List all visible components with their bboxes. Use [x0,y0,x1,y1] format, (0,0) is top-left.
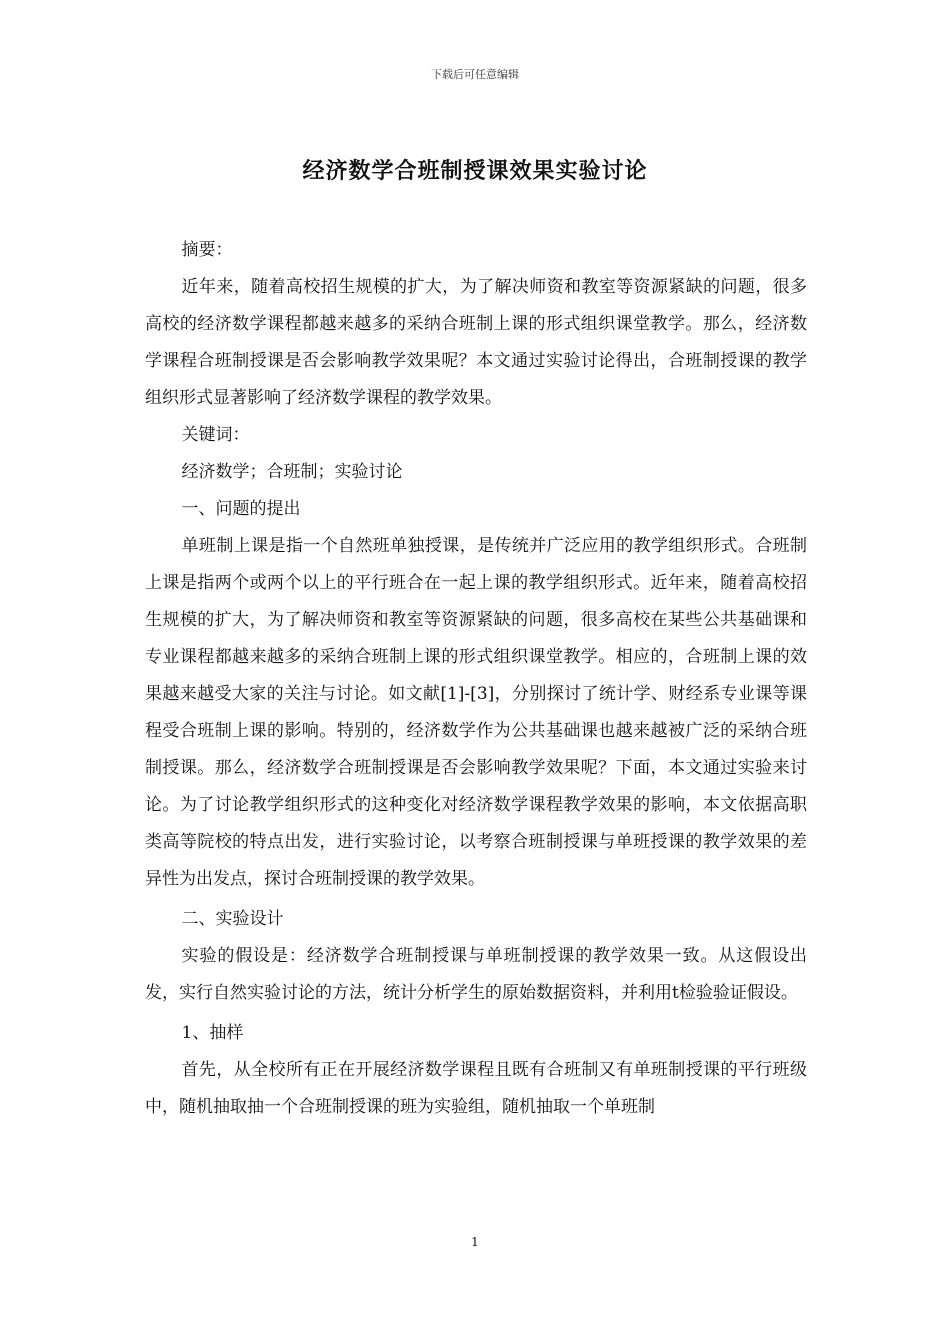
subsection-heading-sampling: 1、抽样 [181,1023,244,1043]
abstract-heading: 摘要： [181,240,233,260]
section-heading-1: 一、问题的提出 [181,499,301,519]
keywords-heading: 关键词： [181,425,250,445]
section-2-paragraph: 实验的假设是：经济数学合班制授课与单班制授课的教学效果一致。从这假设出发，实行自然实验讨论的方法，统计分析学生的原始数据资料，并利用t检验验证假设。 [145,946,807,1003]
document-title: 经济数学合班制授课效果实验讨论 [302,158,648,184]
abstract-paragraph: 近年来，随着高校招生规模的扩大，为了解决师资和教室等资源紧缺的问题，很多高校的经济数学课程都越来越多的采纳合班制上课的形式组织课堂教学。那么，经济数学课程合班制授课是否会影响教学效果呢？本文通过实验讨论得出，合班制授课的教学组织形式显著影响了经济数学课程的教学效果。 [145,277,807,408]
section-1-paragraph: 单班制上课是指一个自然班单独授课，是传统并广泛应用的教学组织形式。合班制上课是指两个或两个以上的平行班合在一起上课的教学组织形式。近年来，随着高校招生规模的扩大，为了解决师资和教室等资源紧缺的问题，很多高校在某些公共基础课和专业课程都越来越多的采纳合班制上课的形式组织课堂教学。相应的，合班制上课的效果越来越受大家的关注与讨论。如文献[1]-[3]，分别探讨了统计学、财经系专业课等课程受合班制上课的影响。特别的，经济数学作为公共基础课也越来越被广泛的采纳合班制授课。那么，经济数学合班制授课是否会影响教学效果呢？下面，本文通过实验来讨论。为了讨论教学组织形式的这种变化对经济数学课程教学效果的影响，本文依据高职类高等院校的特点出发，进行实验讨论，以考察合班制授课与单班授课的教学效果的差异性为出发点，探讨合班制授课的教学效果。 [145,536,807,889]
section-heading-2: 二、实验设计 [181,909,284,929]
document-body [145,232,807,1126]
keywords-list: 经济数学；合班制；实验讨论 [181,462,403,482]
header-note: 下载后可任意编辑 [431,68,519,81]
sampling-paragraph: 首先，从全校所有正在开展经济数学课程且既有合班制又有单班制授课的平行班级中，随机抽取抽一个合班制授课的班为实验组，随机抽取一个单班制 [145,1060,807,1117]
page-number: 1 [471,1235,479,1249]
